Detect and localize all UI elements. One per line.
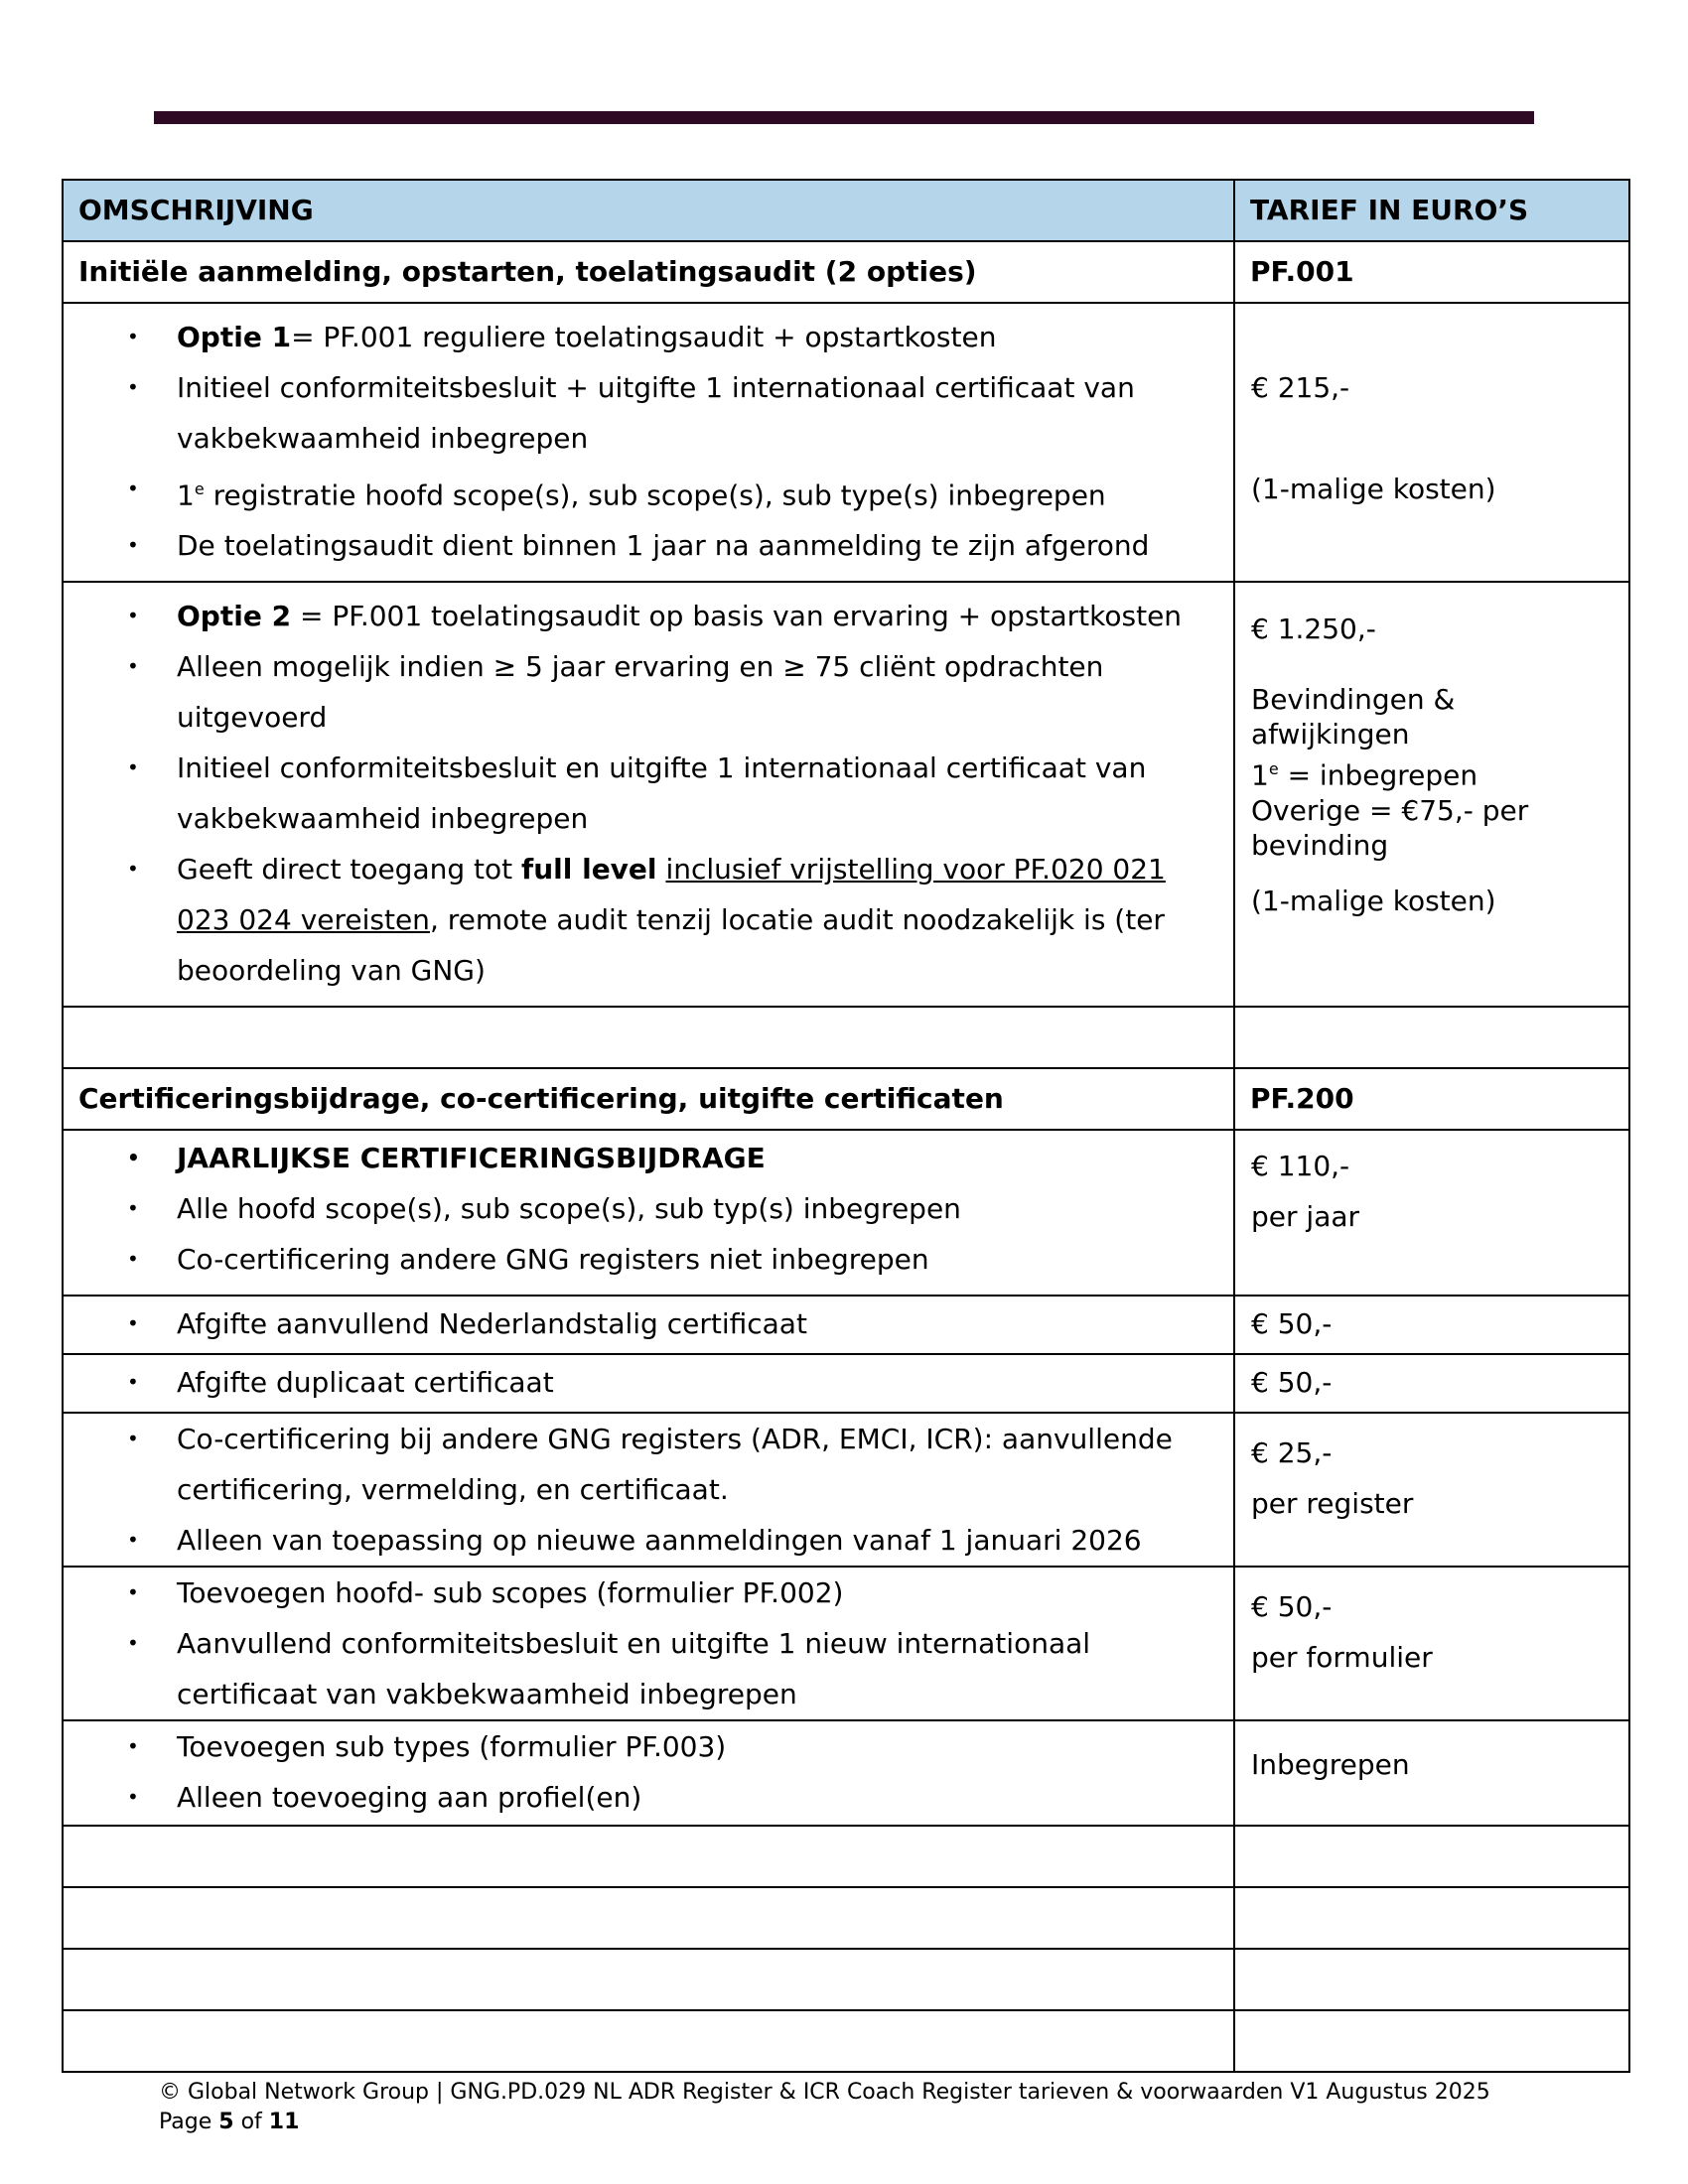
table-row-dutch-certificate <box>63 1296 1629 1354</box>
price-unit: per jaar <box>1251 1200 1360 1234</box>
price-value: Inbegrepen <box>1251 1748 1410 1782</box>
list-item: • Toevoegen hoofd- sub scopes (formulier PF.002) <box>64 1568 1219 1618</box>
section-title: Certificeringsbijdrage, co-certificering, uitgifte certificaten <box>78 1082 1004 1116</box>
findings-line: Bevindingen & <box>1251 683 1456 717</box>
price-cell <box>1235 583 1628 935</box>
section-title-cell <box>63 241 1234 303</box>
price-cell <box>1235 1721 1628 1800</box>
bullet-list <box>64 1568 1233 1719</box>
price-value: € 25,- <box>1251 1436 1333 1470</box>
bullet-list <box>64 1414 1233 1566</box>
price-value: € 110,- <box>1251 1150 1350 1183</box>
list-item: • Geeft direct toegang tot full level inclusief vrijstelling voor PF.020 021 023 024 vereisten, remote audit tenzij locatie audit noodzakelijk is (ter beoordeling van GNG) <box>64 844 1219 996</box>
list-item: • JAARLIJKSE CERTIFICERINGSBIJDRAGE <box>64 1133 1219 1183</box>
header-description-cell <box>63 180 1234 241</box>
list-item: • Alleen van toepassing op nieuwe aanmeldingen vanaf 1 januari 2026 <box>64 1515 1219 1566</box>
price-unit: per formulier <box>1251 1641 1433 1675</box>
price-cell <box>1235 1297 1628 1353</box>
list-item: • Co-certificering bij andere GNG registers (ADR, EMCI, ICR): aanvullende certificering, vermelding, en certificaat. <box>64 1414 1219 1515</box>
bullet-list <box>64 1721 1233 1825</box>
price-note: (1-malige kosten) <box>1251 473 1496 505</box>
list-item: • Alleen toevoeging aan profiel(en) <box>64 1772 1219 1823</box>
findings-line: $1^e$ = inbegrepen <box>1251 758 1478 792</box>
list-item: • Aanvullend conformiteitsbesluit en uitgifte 1 nieuw internationaal certificaat van vakbekwaamheid inbegrepen <box>64 1618 1219 1719</box>
table-row-annual <box>63 1130 1629 1296</box>
section-code-cell <box>1234 241 1629 303</box>
bullet-list <box>64 583 1233 1006</box>
bullet-list <box>64 1355 1233 1412</box>
empty-row <box>63 1887 1629 1949</box>
list-item: • Optie 2 = PF.001 toelatingsaudit op basis van ervaring + opstartkosten <box>64 591 1219 641</box>
price-cell <box>1235 1131 1628 1252</box>
findings-line: bevinding <box>1251 828 1389 862</box>
empty-row <box>63 2010 1629 2072</box>
table-header-row <box>63 180 1629 241</box>
table-row-option-1 <box>63 303 1629 582</box>
header-description: OMSCHRIJVING <box>78 194 314 226</box>
price-note: (1-malige kosten) <box>1251 884 1496 917</box>
list-item: • Alle hoofd scope(s), sub scope(s), sub typ(s) inbegrepen <box>64 1183 1219 1234</box>
section-row-admission <box>63 241 1629 303</box>
section-row-certification <box>63 1068 1629 1130</box>
top-rule <box>154 111 1534 124</box>
list-item: • Initieel conformiteitsbesluit en uitgifte 1 internationaal certificaat van vakbekwaamheid inbegrepen <box>64 743 1219 844</box>
table-row-option-2 <box>63 582 1629 1007</box>
list-item: • Co-certificering andere GNG registers niet inbegrepen <box>64 1234 1219 1285</box>
tariff-table <box>62 179 1630 2073</box>
empty-row <box>63 1826 1629 1887</box>
page-number: Page 5 of 11 <box>159 2110 300 2134</box>
list-item: • Initieel conformiteitsbesluit + uitgifte 1 internationaal certificaat van vakbekwaamheid inbegrepen <box>64 362 1219 464</box>
table-row-duplicate <box>63 1354 1629 1413</box>
page-footer <box>159 2078 1490 2137</box>
list-item: • Optie 1= PF.001 reguliere toelatingsaudit + opstartkosten <box>64 312 1219 362</box>
bullet-list <box>64 304 1233 581</box>
section-title: Initiële aanmelding, opstarten, toelatingsaudit (2 opties) <box>78 255 977 288</box>
price-value: € 50,- <box>1251 1590 1333 1624</box>
list-item: • Alleen mogelijk indien ≥ 5 jaar ervaring en ≥ 75 cliënt opdrachten uitgevoerd <box>64 641 1219 743</box>
price-cell <box>1235 1414 1628 1539</box>
findings-line: afwijkingen <box>1251 718 1410 751</box>
price-cell <box>1235 1568 1628 1693</box>
header-price-cell <box>1234 180 1629 241</box>
footer-copyright: © Global Network Group | GNG.PD.029 NL ADR Register & ICR Coach Register tarieven & voorwaarden V1 Augustus 2025 <box>159 2080 1490 2105</box>
bullet-list <box>64 1297 1233 1353</box>
section-title-cell <box>63 1068 1234 1130</box>
findings-line: Overige = €75,- per <box>1251 793 1529 827</box>
list-item: • 1e registratie hoofd scope(s), sub scope(s), sub type(s) inbegrepen <box>64 464 1219 520</box>
price-unit: per register <box>1251 1487 1414 1521</box>
table-row-scopes <box>63 1567 1629 1720</box>
price-cell <box>1235 304 1628 524</box>
table-row-subtypes <box>63 1720 1629 1826</box>
price-value: € 1.250,- <box>1251 613 1376 646</box>
section-code: PF.001 <box>1250 255 1354 288</box>
price-value: € 50,- <box>1251 1366 1333 1400</box>
list-item: • Afgifte duplicaat certificaat <box>64 1357 1219 1408</box>
section-code-cell <box>1234 1068 1629 1130</box>
table-row-co-certification <box>63 1413 1629 1567</box>
list-item: • De toelatingsaudit dient binnen 1 jaar na aanmelding te zijn afgerond <box>64 520 1219 571</box>
price-value: € 215,- <box>1251 371 1350 404</box>
price-cell <box>1235 1355 1628 1412</box>
bullet-list <box>64 1131 1233 1295</box>
exemption-link[interactable]: inclusief vrijstelling voor PF.020 021 023 024 vereisten <box>177 853 1166 937</box>
list-item: • Toevoegen sub types (formulier PF.003) <box>64 1721 1219 1772</box>
empty-row <box>63 1007 1629 1068</box>
empty-row <box>63 1949 1629 2010</box>
price-value: € 50,- <box>1251 1307 1333 1341</box>
section-code: PF.200 <box>1250 1082 1354 1116</box>
header-price: TARIEF IN EURO’S <box>1250 194 1529 226</box>
list-item: • Afgifte aanvullend Nederlandstalig certificaat <box>64 1298 1219 1349</box>
